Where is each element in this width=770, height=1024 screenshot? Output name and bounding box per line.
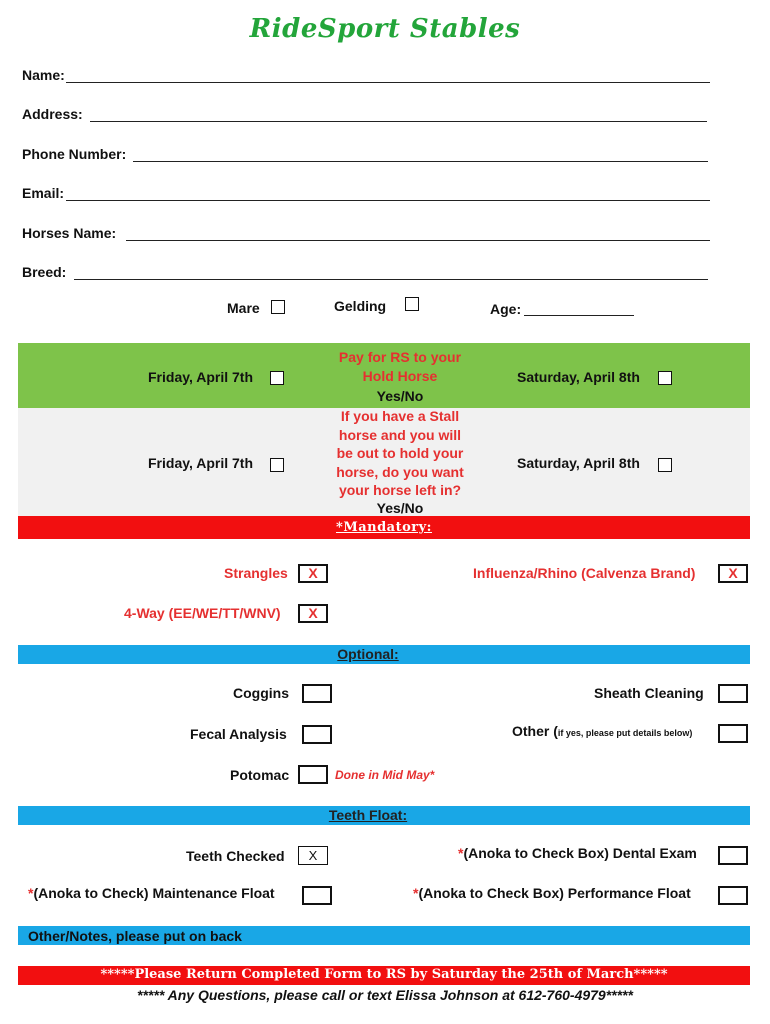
strangles-label: Strangles — [224, 565, 288, 581]
other-checkbox[interactable] — [718, 724, 748, 743]
maintenance-checkbox[interactable] — [302, 886, 332, 905]
influenza-checkbox[interactable]: X — [718, 564, 748, 583]
stall-text-3: be out to hold your — [336, 445, 464, 461]
four-way-checkbox[interactable]: X — [298, 604, 328, 623]
email-field[interactable] — [66, 200, 710, 201]
performance-star: * — [413, 885, 419, 901]
friday-1-label: Friday, April 7th — [148, 369, 254, 385]
saturday-2-checkbox[interactable] — [658, 458, 672, 472]
stall-text-5: your horse left in? — [338, 482, 462, 498]
friday-2-checkbox[interactable] — [270, 458, 284, 472]
breed-label: Breed: — [22, 264, 67, 280]
dental-text: (Anoka to Check Box) Dental Exam — [463, 845, 697, 861]
friday-2-label: Friday, April 7th — [148, 455, 254, 471]
other-note: if yes, please put details below) — [557, 728, 693, 738]
friday-1-checkbox[interactable] — [270, 371, 284, 385]
horse-name-field[interactable] — [126, 240, 710, 241]
mare-label: Mare — [227, 300, 260, 316]
saturday-2-label: Saturday, April 8th — [517, 455, 640, 471]
address-label: Address: — [22, 106, 83, 122]
maintenance-star: * — [28, 885, 34, 901]
notes-label: Other/Notes, please put on back — [28, 928, 242, 944]
breed-field[interactable] — [74, 279, 708, 280]
coggins-checkbox[interactable] — [302, 684, 332, 703]
name-field[interactable] — [66, 82, 710, 83]
sheath-label: Sheath Cleaning — [594, 685, 704, 701]
dental-label — [458, 845, 697, 861]
yes-no-2: Yes/No — [376, 500, 424, 516]
potomac-checkbox[interactable] — [298, 765, 328, 784]
stall-text-2: horse and you will — [338, 427, 462, 443]
pay-text-1: Pay for RS to your — [338, 349, 462, 365]
teeth-header: Teeth Float: — [328, 807, 408, 823]
mandatory-header: *Mandatory: — [336, 520, 432, 535]
yes-no-1: Yes/No — [376, 388, 424, 404]
potomac-label: Potomac — [230, 767, 290, 783]
saturday-1-checkbox[interactable] — [658, 371, 672, 385]
maintenance-label — [28, 885, 275, 901]
dental-star: * — [458, 845, 464, 861]
page-title: RideSport Stables — [249, 14, 521, 44]
optional-header: Optional: — [337, 646, 399, 662]
mare-checkbox[interactable] — [271, 300, 285, 314]
performance-checkbox[interactable] — [718, 886, 748, 905]
coggins-label: Coggins — [233, 685, 289, 701]
gelding-checkbox[interactable] — [405, 297, 419, 311]
fecal-checkbox[interactable] — [302, 725, 332, 744]
age-label: Age: — [490, 301, 522, 317]
sheath-checkbox[interactable] — [718, 684, 748, 703]
fecal-label: Fecal Analysis — [190, 726, 287, 742]
performance-text: (Anoka to Check Box) Performance Float — [418, 885, 691, 901]
return-text: *****Please Return Completed Form to RS by Saturday the 25th of March***** — [100, 967, 668, 982]
name-label: Name: — [22, 67, 65, 83]
teeth-checked-label: Teeth Checked — [186, 848, 285, 864]
questions-text: ***** Any Questions, please call or text Elissa Johnson at 612-760-4979***** — [137, 987, 633, 1003]
other-label-text: Other ( — [512, 723, 558, 739]
gelding-label: Gelding — [334, 298, 387, 314]
strangles-checkbox[interactable]: X — [298, 564, 328, 583]
saturday-1-label: Saturday, April 8th — [517, 369, 640, 385]
influenza-label: Influenza/Rhino (Calvenza Brand) — [473, 565, 696, 581]
horse-name-label: Horses Name: — [22, 225, 117, 241]
email-label: Email: — [22, 185, 65, 201]
performance-label — [413, 885, 691, 901]
age-field[interactable] — [524, 315, 634, 316]
four-way-label: 4-Way (EE/WE/TT/WNV) — [124, 605, 281, 621]
stall-text-1: If you have a Stall — [340, 408, 460, 424]
teeth-checked-checkbox[interactable]: X — [298, 846, 328, 865]
address-field[interactable] — [90, 121, 707, 122]
phone-field[interactable] — [133, 161, 708, 162]
pay-text-2: Hold Horse — [362, 368, 438, 384]
dental-checkbox[interactable] — [718, 846, 748, 865]
potomac-note: Done in Mid May* — [335, 768, 435, 782]
phone-label: Phone Number: — [22, 146, 127, 162]
other-label — [512, 723, 692, 741]
stall-text-4: horse, do you want — [336, 464, 464, 480]
maintenance-text: (Anoka to Check) Maintenance Float — [33, 885, 275, 901]
